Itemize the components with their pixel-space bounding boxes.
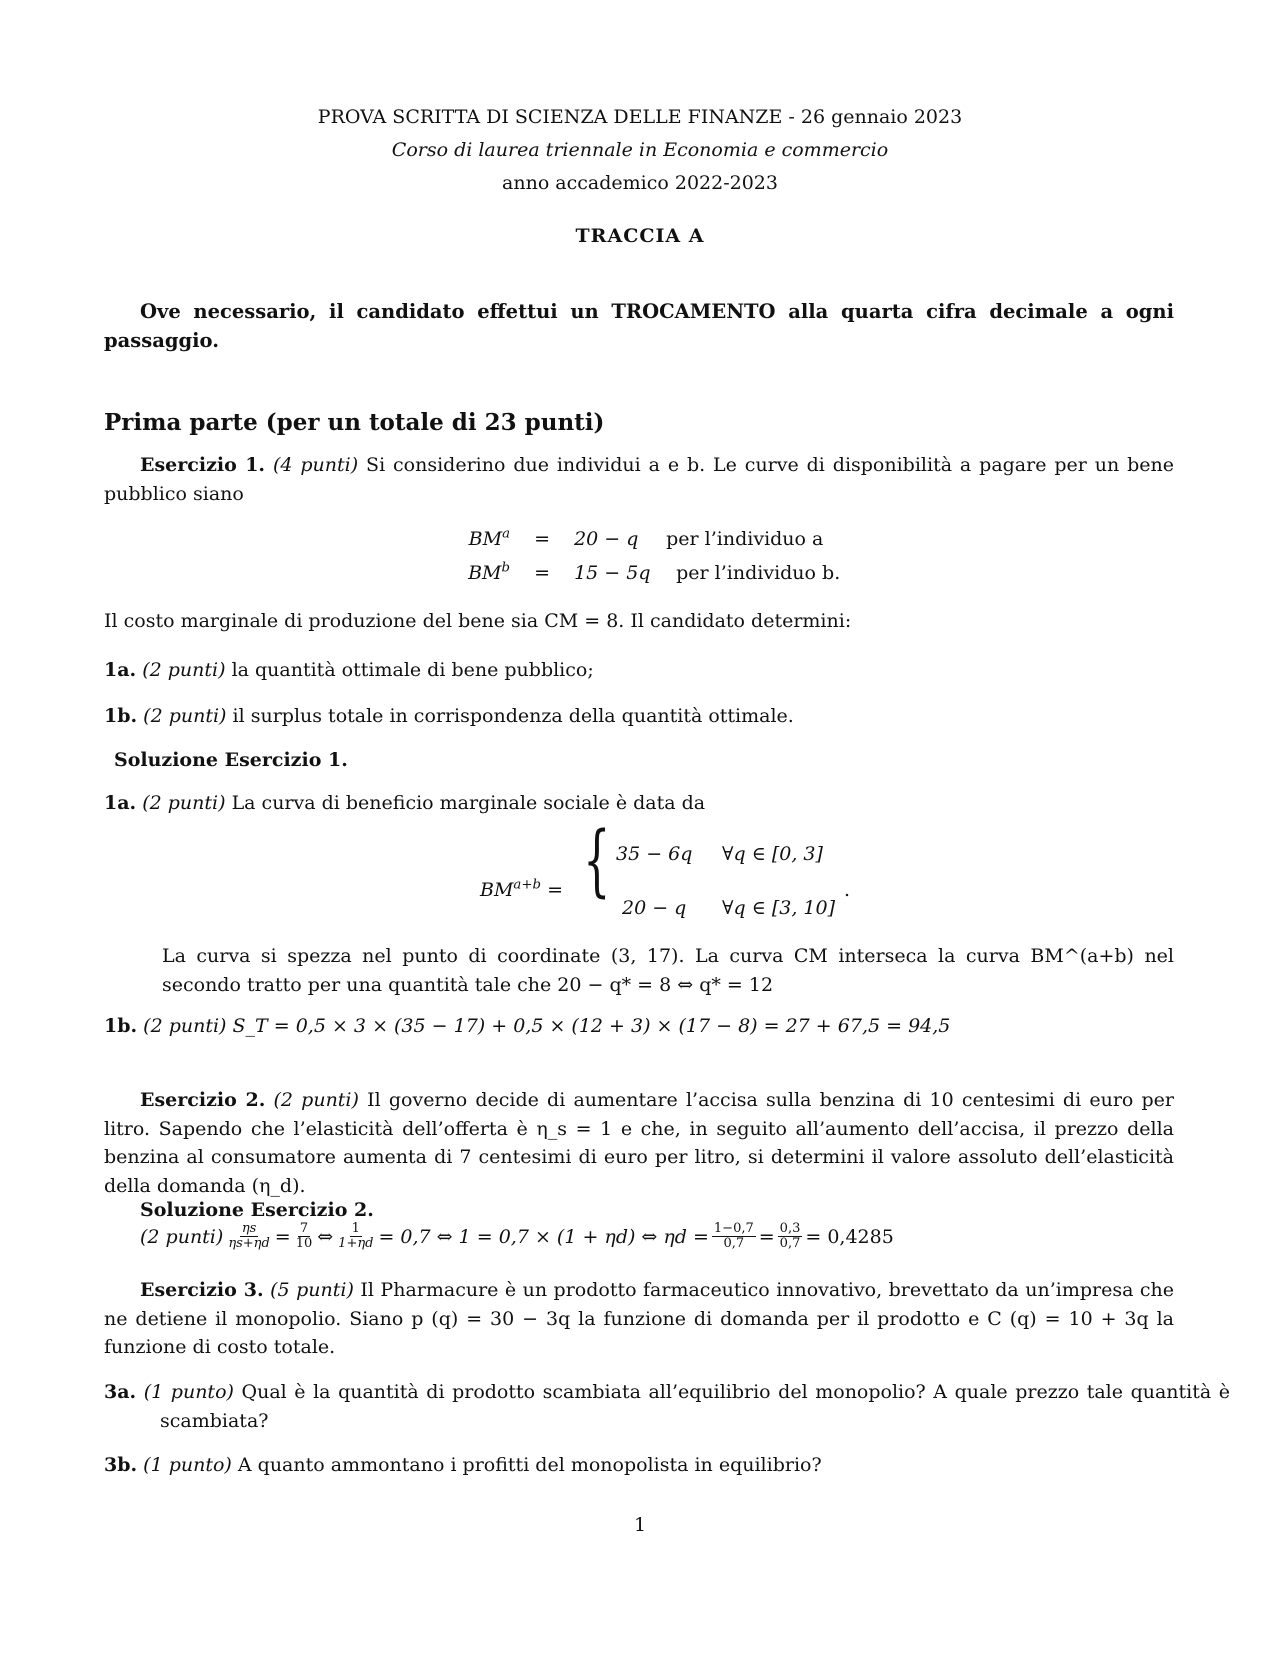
section-title: Prima parte (per un totale di 23 punti) [104, 409, 605, 436]
question-3b-points: (1 punto) [143, 1454, 232, 1476]
bm-b-rhs: 15 − 5q [574, 562, 651, 584]
question-1a-label: 1a. [104, 659, 137, 681]
solution-1a-label: 1a. [104, 792, 137, 814]
frac-1: $\frac{\eta s}{\eta s+\eta d}$ [228, 1221, 270, 1252]
marginal-cost-text: Il costo marginale di produzione del bene sia CM = 8. Il candidato determini: [104, 610, 852, 632]
exercise-2-text: Il governo decide di aumentare l’accisa sulla benzina di 10 centesimi di euro per litro. Sapendo che l’elasticità dell’offerta è η_s = 1 e che, in seguito all’aumento dell’accisa, il prezzo della benzina al consumatore aumenta di 7 centesimi di euro per litro, si determini il valore assoluto dell’elasticità della domanda (η_d). [104, 1089, 1174, 1197]
exercise-3-label: Esercizio 3. [140, 1279, 264, 1301]
solution-1b-label: 1b. [104, 1015, 138, 1037]
bm-a-rhs: 20 − q [574, 528, 639, 550]
equals-sign: = [534, 562, 550, 584]
equation-bm-a [448, 525, 823, 554]
frac-2: $\frac{7}{10}$ [295, 1221, 313, 1252]
equals-sign: = [534, 528, 550, 550]
solution-1a-points: (2 punti) [142, 792, 226, 814]
question-3a-points: (1 punto) [143, 1381, 234, 1403]
eq-a: = [274, 1225, 291, 1248]
bm-a-lhs: $BM^a$ [468, 526, 510, 550]
exercise-1-text: Si considerino due individui a e b. Le curve di disponibilità a pagare per un bene pubblico siano [104, 454, 1175, 505]
left-brace: { [583, 816, 611, 906]
bm-b-note: per l’individuo b. [676, 562, 841, 584]
solution-2-result: = 0,4285 [805, 1225, 894, 1248]
solution-1b [104, 1012, 1174, 1041]
frac-3: $\frac{1}{1+\eta d}$ [338, 1221, 374, 1252]
solution-1a-explanation: La curva si spezza nel punto di coordinate (3, 17). La curva CM interseca la curva BM^(a+b) nel secondo tratto per una quantità tale che 20 − q* = 8 ⇔ q* = 12 [162, 945, 1174, 996]
exercise-3-points: (5 punti) [270, 1279, 354, 1301]
question-3a-label: 3a. [104, 1381, 137, 1403]
pw-lhs: BM [480, 879, 514, 901]
eq-b: = [758, 1225, 775, 1248]
question-1a-points: (2 punti) [142, 659, 226, 681]
question-3b-label: 3b. [104, 1454, 138, 1476]
pw-row-2: 20 − q ∀q ∈ [3, 10] [622, 897, 835, 919]
question-1b-points: (2 punti) [143, 705, 227, 727]
exam-title: PROVA SCRITTA DI SCIENZA DELLE FINANZE - 26 gennaio 2023 [317, 106, 963, 128]
iff: ⇔ [317, 1225, 334, 1248]
exercise-1-statement [104, 451, 1174, 508]
question-1b-text: il surplus totale in corrispondenza della quantità ottimale. [232, 705, 794, 727]
frac-5: $\frac{0,3}{0,7}$ [779, 1221, 801, 1252]
exercise-1-points: (4 punti) [272, 454, 359, 476]
pw-end: . [844, 879, 851, 901]
exercise-3-statement [104, 1276, 1174, 1362]
question-3a-text: Qual è la quantità di prodotto scambiata all’equilibrio del monopolio? A quale prezzo tale quantità è scambiata? [160, 1381, 1231, 1432]
pw-sup: a+b [513, 877, 542, 893]
pw-equals: = [547, 879, 563, 901]
solution-2-formula [140, 1222, 894, 1252]
pw-row-1: 35 − 6q ∀q ∈ [0, 3] [616, 843, 823, 865]
exam-subtitle: Corso di laurea triennale in Economia e commercio [391, 139, 889, 161]
question-1b-label: 1b. [104, 705, 138, 727]
solution-1a-text: La curva di beneficio marginale sociale è data da [231, 792, 706, 814]
page-number: 1 [633, 1514, 647, 1536]
question-3b [104, 1451, 1174, 1480]
instruction: Ove necessario, il candidato effettui un TROCAMENTO alla quarta cifra decimale a ogni passaggio. [104, 300, 1174, 353]
question-3a [104, 1378, 1230, 1435]
exercise-1-label: Esercizio 1. [140, 454, 266, 476]
solution-1-title: Soluzione Esercizio 1. [114, 749, 348, 771]
mid-expression: = 0,7 ⇔ 1 = 0,7 × (1 + ηd) ⇔ ηd = [378, 1225, 709, 1248]
solution-2-points: (2 punti) [140, 1225, 224, 1248]
solution-1b-text: S_T = 0,5 × 3 × (35 − 17) + 0,5 × (12 + 3) × (17 − 8) = 27 + 67,5 = 94,5 [232, 1015, 951, 1037]
exercise-2-points: (2 punti) [273, 1089, 359, 1111]
question-1a [104, 656, 1174, 685]
question-3b-text: A quanto ammontano i profitti del monopolista in equilibrio? [237, 1454, 822, 1476]
solution-2-title: Soluzione Esercizio 2. [140, 1199, 374, 1221]
question-1a-text: la quantità ottimale di bene pubblico; [231, 659, 594, 681]
equation-bm-b [448, 559, 840, 588]
traccia-label: TRACCIA A [575, 225, 705, 247]
bm-b-lhs: $BM^b$ [468, 560, 510, 584]
solution-1b-points: (2 punti) [143, 1015, 227, 1037]
exercise-3-text: Il Pharmacure è un prodotto farmaceutico innovativo, brevettato da un’impresa che ne detiene il monopolio. Siano p (q) = 30 − 3q la funzione di domanda per il prodotto e C (q) = 10 + 3q la funzione di costo totale. [104, 1279, 1174, 1358]
question-1b [104, 702, 1174, 731]
bm-a-note: per l’individuo a [666, 528, 824, 550]
exercise-2-label: Esercizio 2. [140, 1089, 266, 1111]
frac-4: $\frac{1-0,7}{0,7}$ [713, 1221, 754, 1252]
exercise-2-statement [104, 1086, 1174, 1200]
academic-year: anno accademico 2022-2023 [502, 172, 778, 194]
solution-1a [104, 789, 1174, 818]
